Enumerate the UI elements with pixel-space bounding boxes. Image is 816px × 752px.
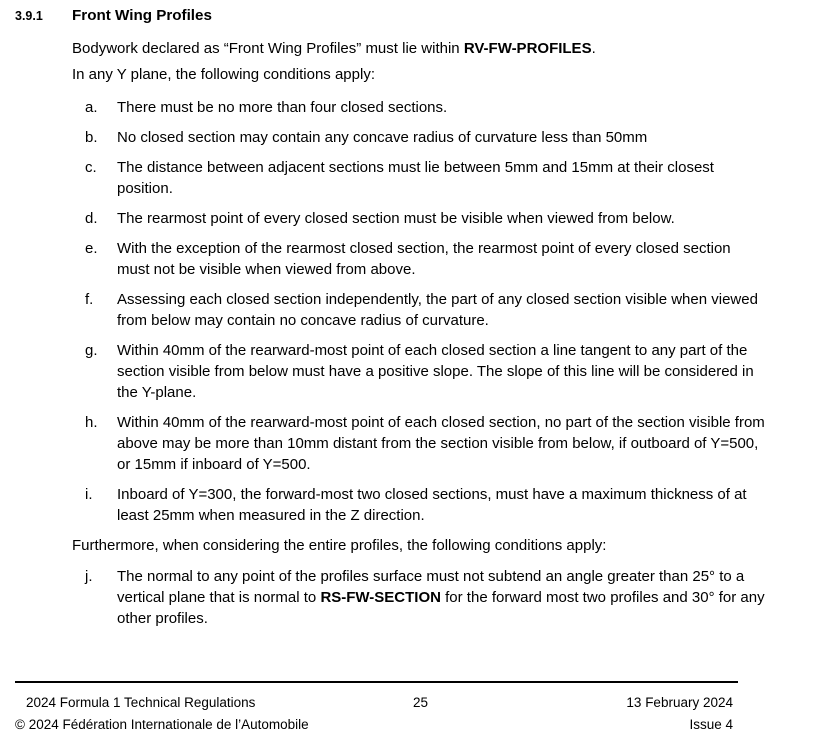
section-number: 3.9.1 bbox=[15, 9, 43, 23]
footer-document-title: 2024 Formula 1 Technical Regulations bbox=[26, 695, 256, 710]
list-text-h: Within 40mm of the rearward-most point of each closed section, no part of the section visible from above may be more than 10mm distant from the section visible from below, if outboard of Y=500, or 15mm if inboard of Y=500. bbox=[117, 414, 765, 473]
list-item-c bbox=[72, 157, 768, 199]
list-text-d: The rearmost point of every closed section must be visible when viewed from below. bbox=[117, 210, 675, 227]
list-item-d bbox=[72, 208, 768, 229]
item-j-text-post: for the forward most two profiles and 30° for any other profiles. bbox=[117, 589, 765, 627]
section-body bbox=[72, 38, 768, 629]
footer-right bbox=[626, 692, 733, 736]
list-marker-j: j. bbox=[85, 568, 93, 585]
furthermore-paragraph: Furthermore, when considering the entire profiles, the following conditions apply: bbox=[72, 537, 607, 554]
list-marker-b: b. bbox=[85, 129, 98, 146]
list-item-h bbox=[72, 412, 768, 475]
list-marker-a: a. bbox=[85, 99, 98, 116]
list-text-j bbox=[117, 566, 765, 629]
intro-text-pre: Bodywork declared as “Front Wing Profiles” must lie within bbox=[72, 40, 464, 57]
list-item-g bbox=[72, 340, 768, 403]
regulation-volume-reference: RV-FW-PROFILES bbox=[463, 40, 592, 57]
footer-date: 13 February 2024 bbox=[626, 695, 733, 710]
list-marker-i: i. bbox=[85, 486, 93, 503]
list-marker-e: e. bbox=[85, 240, 98, 257]
list-text-g: Within 40mm of the rearward-most point of each closed section a line tangent to any part of the section visible from below must have a positive slope. The slope of this line will be considered in the Y-plane. bbox=[117, 342, 754, 401]
list-item-j bbox=[72, 566, 768, 629]
intro-paragraph bbox=[72, 38, 768, 59]
footer-left bbox=[15, 692, 309, 736]
section-title: Front Wing Profiles bbox=[72, 7, 212, 24]
list-marker-g: g. bbox=[85, 342, 98, 359]
list-text-i: Inboard of Y=300, the forward-most two closed sections, must have a maximum thickness of at least 25mm when measured in the Z direction. bbox=[117, 486, 747, 524]
page-footer bbox=[15, 681, 738, 732]
list-marker-h: h. bbox=[85, 414, 98, 431]
list-item-f bbox=[72, 289, 768, 331]
list-text-b: No closed section may contain any concave radius of curvature less than 50mm bbox=[117, 129, 648, 146]
item-j-text-pre: The normal to any point of the profiles surface must not subtend an angle greater than 25° to a vertical plane that is normal to bbox=[117, 568, 745, 606]
list-text-c: The distance between adjacent sections must lie between 5mm and 15mm at their closest position. bbox=[117, 159, 714, 197]
list-text-e: With the exception of the rearmost closed section, the rearmost point of every closed section must not be visible when viewed from above. bbox=[117, 240, 731, 278]
intro-text-post: . bbox=[591, 40, 596, 57]
list-item-e bbox=[72, 238, 768, 280]
list-marker-c: c. bbox=[85, 159, 97, 176]
conditions-lead-paragraph: In any Y plane, the following conditions apply: bbox=[72, 66, 375, 83]
list-text-a: There must be no more than four closed sections. bbox=[117, 99, 448, 116]
footer-copyright: © 2024 Fédération Internationale de l’Automobile bbox=[15, 717, 309, 732]
list-marker-d: d. bbox=[85, 210, 98, 227]
list-marker-f: f. bbox=[85, 291, 94, 308]
page-number: 25 bbox=[413, 695, 429, 710]
list-item-i bbox=[72, 484, 768, 526]
section-heading-row bbox=[15, 5, 768, 27]
footer-issue: Issue 4 bbox=[689, 717, 733, 732]
list-text-f: Assessing each closed section independently, the part of any closed section visible when viewed from below may contain no concave radius of curvature. bbox=[117, 291, 758, 329]
footer-divider bbox=[15, 681, 738, 683]
conditions-list bbox=[72, 97, 768, 526]
list-item-a bbox=[72, 97, 768, 118]
list-item-b bbox=[72, 127, 768, 148]
section-reference: RS-FW-SECTION bbox=[320, 589, 441, 606]
